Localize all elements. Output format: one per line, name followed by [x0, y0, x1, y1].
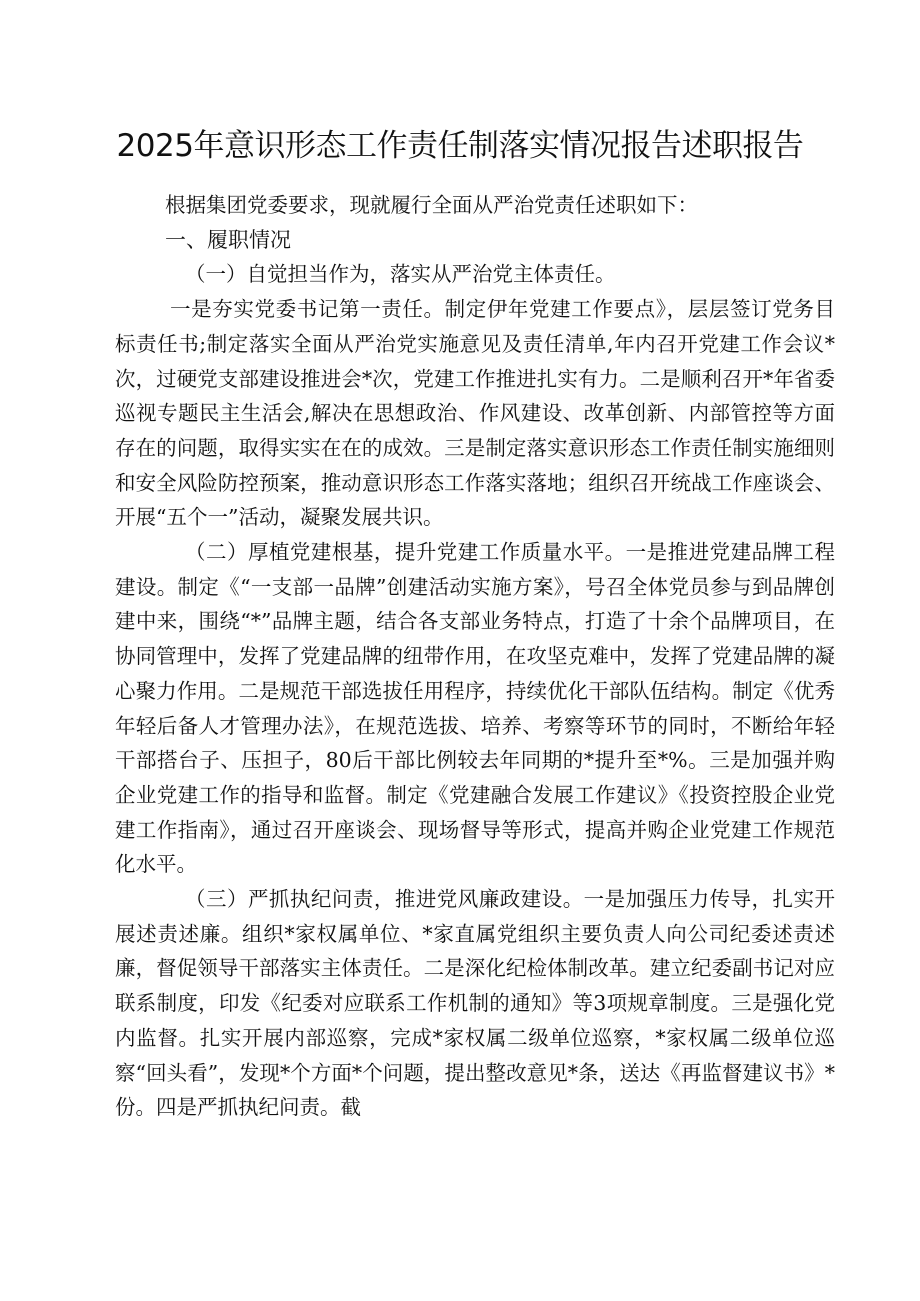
intro-paragraph: 根据集团党委要求，现就履行全面从严治党责任述职如下： — [165, 193, 698, 217]
subsection-body-1: 一是夯实党委书记第一责任。制定伊年党建工作要点》，层层签订党务目标责任书;制定落实全面从严治党实施意见及责任清单,年内召开党建工作会议*次，过硬党支部建设推进会*次，党建工作推进扎实有力。二是顺利召开*年省委巡视专题民主生活会,解决在思想政治、作风建设、改革创新、内部管控等方面存在的问题，取得实实在在的成效。三是制定落实意识形态工作责任制实施细则和安全风险防控预案，推动意识形态工作落实落地；组织召开统战工作座谈会、开展“五个一”活动，凝聚发展共识。 — [115, 297, 835, 530]
subsection-heading-1: （一）自觉担当作为，落实从严治党主体责任。 — [185, 262, 616, 287]
subsection-paragraph-2: （二）厚植党建根基，提升党建工作质量水平。一是推进党建品牌工程建设。制定《“一支部一品牌”创建活动实施方案》，号召全体党员参与到品牌创建中来，围绕“*”品牌主题，结合各支部业务特点，打造了十余个品牌项目，在协同管理中，发挥了党建品牌的纽带作用，在攻坚克难中，发挥了党建品牌的凝心聚力作用。二是规范干部选拔任用程序，持续优化干部队伍结构。制定《优秀年轻后备人才管理办法》，在规范选拔、培养、考察等环节的同时，不断给年轻干部搭台子、压担子，80后干部比例较去年同期的*提升至*%。三是加强并购企业党建工作的指导和监督。制定《党建融合发展工作建议》《投资控股企业党建工作指南》，通过召开座谈会、现场督导等形式，提高并购企业党建工作规范化水平。 — [115, 540, 835, 877]
document-body — [115, 188, 835, 1125]
section-heading-performance: 一、履职情况 — [165, 227, 291, 252]
document-title: 2025年意识形态工作责任制落实情况报告述职报告 — [116, 128, 804, 164]
subsection-paragraph-3: （三）严抓执纪问责，推进党风廉政建设。一是加强压力传导，扎实开展述责述廉。组织*家权属单位、*家直属党组织主要负责人向公司纪委述责述廉，督促领导干部落实主体责任。二是深化纪检体制改革。建立纪委副书记对应联系制度，印发《纪委对应联系工作机制的通知》等3项规章制度。三是强化党内监督。扎实开展内部巡察，完成*家权属二级单位巡察，*家权属二级单位巡察“回头看”，发现*个方面*个问题，提出整改意见*条，送达《再监督建议书》*份。四是严抓执纪问责。截 — [115, 887, 835, 1120]
